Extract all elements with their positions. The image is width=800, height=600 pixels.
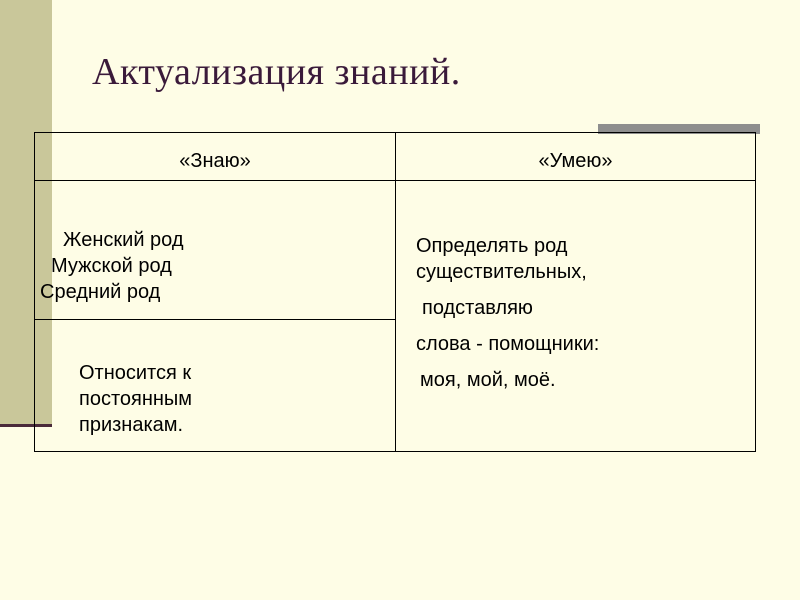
slide-title: Актуализация знаний. [92, 51, 461, 93]
can-line-3: подставляю [422, 297, 533, 319]
header-know [35, 133, 396, 181]
can-line-1: Определять род [416, 235, 568, 257]
fact-line-3: признакам. [79, 414, 184, 436]
can-line-4: слова - помощники: [416, 333, 600, 355]
header-can-label: «Умею» [538, 150, 613, 172]
gender-masculine: Мужской род [51, 255, 172, 277]
gender-neuter: Средний род [40, 281, 161, 303]
fact-line-2: постоянным [79, 388, 193, 410]
fact-line-1: Относится к [79, 362, 192, 384]
can-line-5: моя, мой, моё. [420, 369, 556, 391]
can-line-2: существительных, [416, 261, 587, 283]
header-can [396, 133, 756, 181]
know-genders-cell [35, 181, 396, 320]
know-can-table [34, 132, 756, 452]
know-fact-cell [35, 320, 396, 452]
gender-feminine: Женский род [63, 229, 184, 251]
header-know-label: «Знаю» [179, 150, 251, 172]
can-cell [396, 181, 756, 452]
